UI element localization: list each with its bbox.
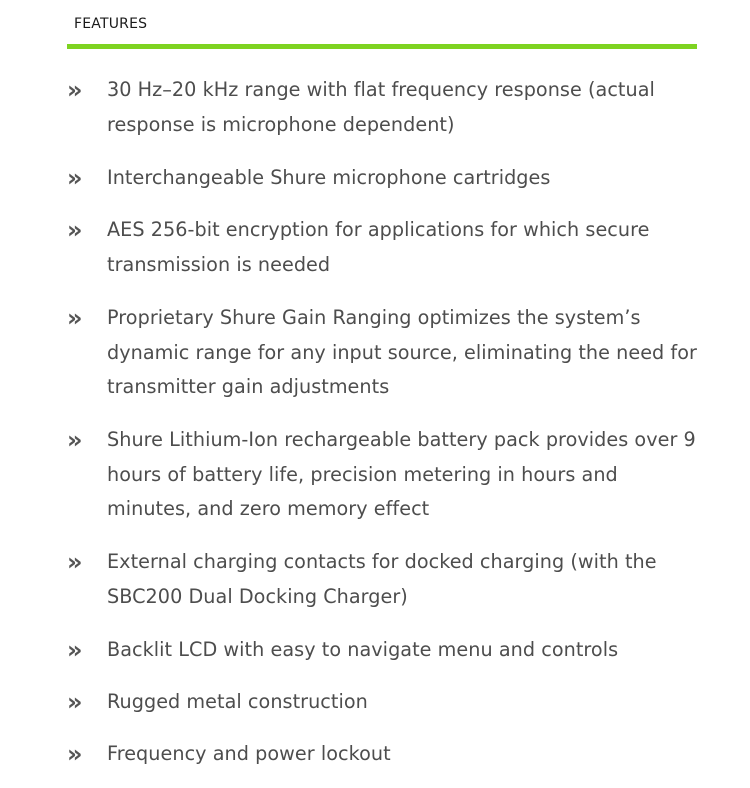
feature-text: 30 Hz–20 kHz range with flat frequency response (actual response is microphone dependent): [107, 78, 655, 136]
double-chevron-right-icon: »: [67, 740, 83, 768]
feature-text: Shure Lithium-Ion rechargeable battery pack provides over 9 hours of battery life, precision metering in hours and minutes, and zero memory effect: [107, 428, 696, 520]
double-chevron-right-icon: »: [67, 548, 83, 576]
double-chevron-right-icon: »: [67, 688, 83, 716]
section-header: [67, 0, 697, 49]
feature-text: External charging contacts for docked charging (with the SBC200 Dual Docking Charger): [107, 550, 657, 608]
double-chevron-right-icon: »: [67, 216, 83, 244]
section-title: FEATURES: [74, 16, 148, 32]
features-section: [67, 0, 697, 768]
double-chevron-right-icon: »: [67, 164, 83, 192]
feature-text: Proprietary Shure Gain Ranging optimizes the system’s dynamic range for any input source, eliminating the need for transmitter gain adjustments: [107, 306, 697, 398]
feature-text: Rugged metal construction: [107, 690, 368, 713]
double-chevron-right-icon: »: [67, 426, 83, 454]
feature-text: AES 256-bit encryption for applications for which secure transmission is needed: [107, 218, 650, 276]
feature-text: Frequency and power lockout: [107, 742, 391, 765]
double-chevron-right-icon: »: [67, 636, 83, 664]
double-chevron-right-icon: »: [67, 304, 83, 332]
feature-text: Backlit LCD with easy to navigate menu and controls: [107, 638, 619, 661]
double-chevron-right-icon: »: [67, 76, 83, 104]
feature-text: Interchangeable Shure microphone cartridges: [107, 166, 551, 189]
